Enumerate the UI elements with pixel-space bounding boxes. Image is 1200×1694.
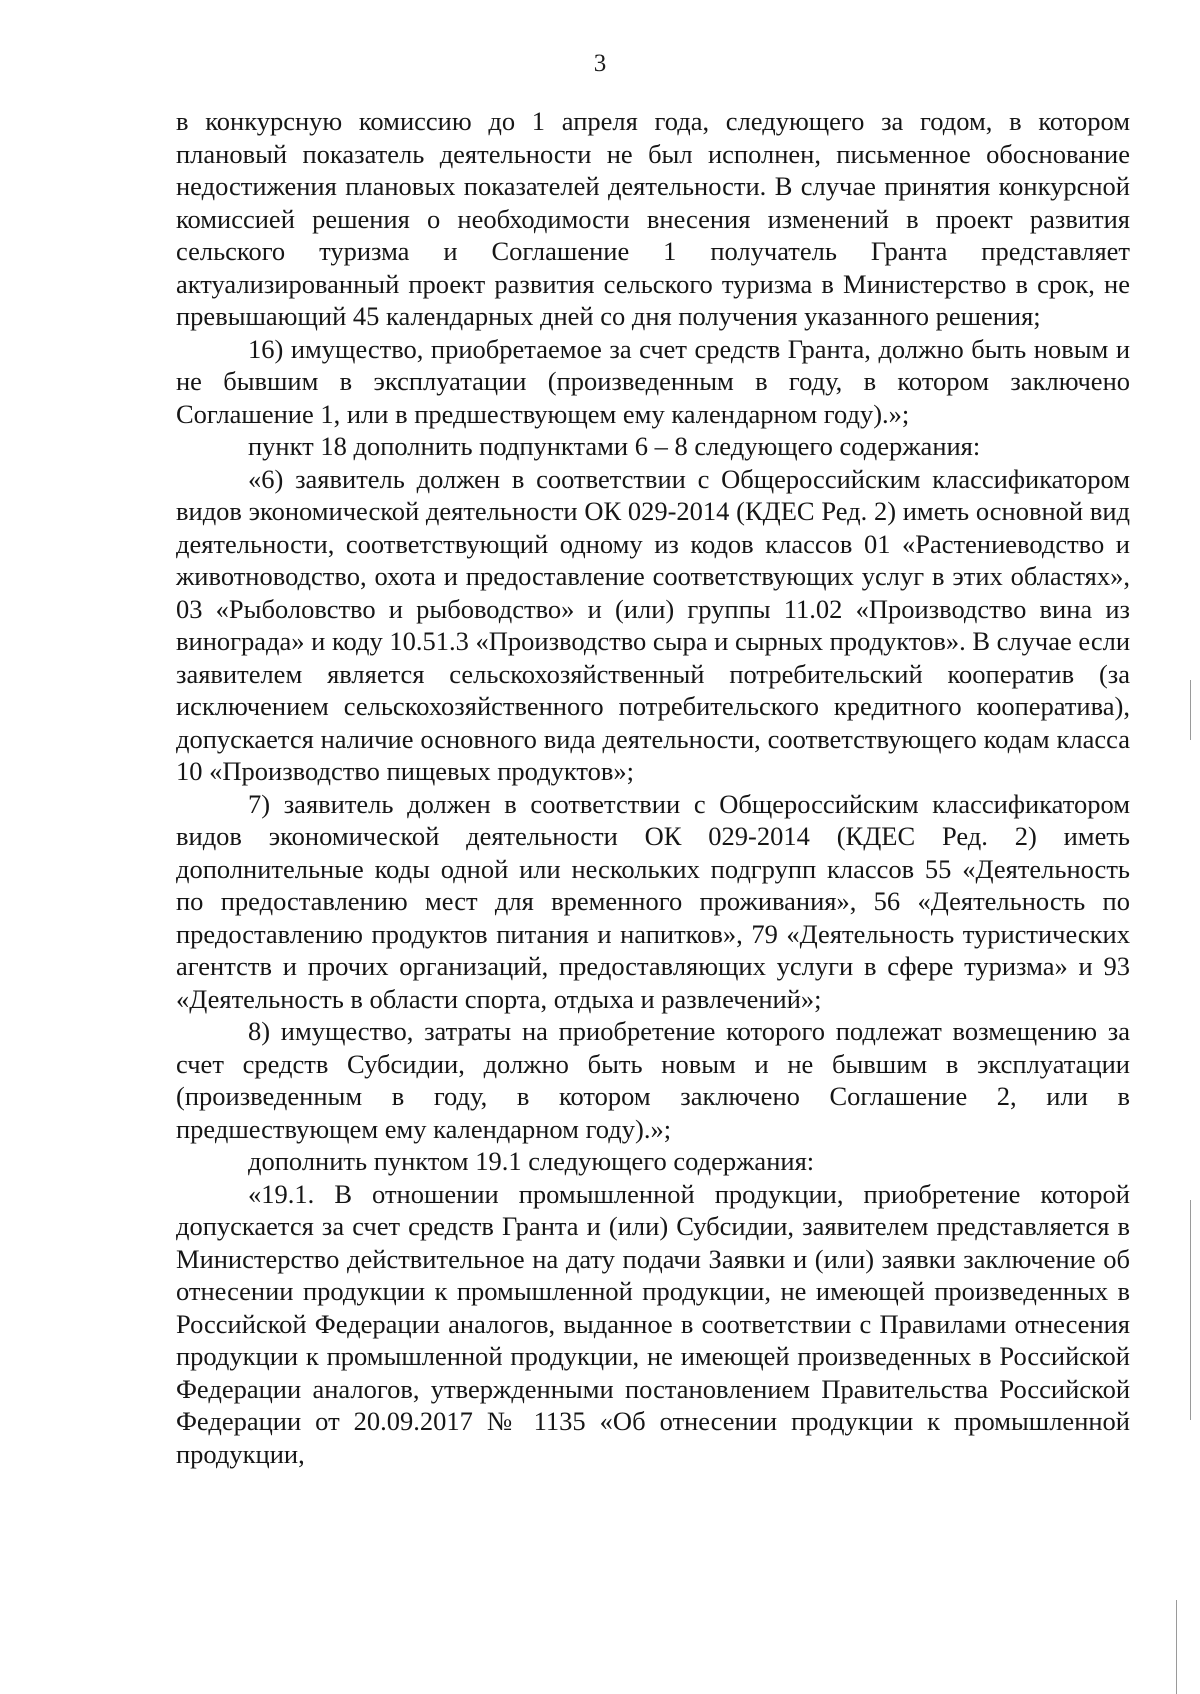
paragraph-continuation: в конкурсную комиссию до 1 апреля года, следующего за годом, в котором плановый показатель деятельности не был исполнен, письменное обоснование недостижения плановых показателей деятельности. В случае принятия конкурсной комиссией решения о необходимости внесения изменений в проект развития сельского туризма и Соглашение 1 получатель Гранта представляет актуализированный проект развития сельского туризма в Министерство в срок, не превышающий 45 календарных дней со дня получения указанного решения; — [176, 106, 1130, 331]
scan-artifact-line — [1190, 680, 1191, 740]
scan-artifact-line — [1176, 1600, 1177, 1694]
page-number: 3 — [593, 50, 607, 77]
paragraph-item-7: 7) заявитель должен в соответствии с Общероссийским классификатором видов экономической деятельности ОК 029-2014 (КДЕС Ред. 2) иметь дополнительные коды одной или нескольких подгрупп классов 55 «Деятельность по предоставлению мест для временного проживания», 56 «Деятельность по предоставлению продуктов питания и напитков», 79 «Деятельность туристических агентств и прочих организаций, предоставляющих услуги в сфере туризма» и 93 «Деятельность в области спорта, отдыха и развлечений»; — [176, 788, 1130, 1014]
paragraph-point-19-1: «19.1. В отношении промышленной продукции, приобретение которой допускается за счет средств Гранта и (или) Субсидии, заявителем представляется в Министерство действительное на дату подачи Заявки и (или) заявки заключение об отнесении продукции к промышленной продукции, не имеющей произведенных в Российской Федерации аналогов, выданное в соответствии с Правилами отнесения продукции к промышленной продукции, не имеющей произведенных в Российской Федерации аналогов, утвержденными постановлением Правительства Российской Федерации от 20.09.2017 № 1135 «Об отнесении продукции к промышленной продукции, — [176, 1178, 1130, 1469]
paragraph-amend-point-18: пункт 18 дополнить подпунктами 6 – 8 следующего содержания: — [248, 431, 981, 461]
paragraph-item-8: 8) имущество, затраты на приобретение которого подлежат возмещению за счет средств Субсидии, должно быть новым и не бывшим в эксплуатации (произведенным в году, в котором заключено Соглашение 2, или в предшествующем ему календарном году).»; — [176, 1016, 1130, 1144]
scan-artifact-line — [1190, 1200, 1191, 1420]
document-body — [176, 105, 1130, 1470]
paragraph-item-16: 16) имущество, приобретаемое за счет средств Гранта, должно быть новым и не бывшим в эксплуатации (произведенным в году, в котором заключено Соглашение 1, или в предшествующем ему календарном году).»; — [176, 333, 1130, 429]
paragraph-add-point-19-1: дополнить пунктом 19.1 следующего содержания: — [248, 1146, 815, 1176]
paragraph-item-6: «6) заявитель должен в соответствии с Общероссийским классификатором видов экономической деятельности ОК 029-2014 (КДЕС Ред. 2) иметь основной вид деятельности, соответствующий одному из кодов классов 01 «Растениеводство и животноводство, охота и предоставление соответствующих услуг в этих областях», 03 «Рыболовство и рыбоводство» и (или) группы 11.02 «Производство вина из винограда» и коду 10.51.3 «Производство сыра и сырных продуктов». В случае если заявителем является сельскохозяйственный потребительский кооператив (за исключением сельскохозяйственного потребительского кредитного кооператива), допускается наличие основного вида деятельности, соответствующего кодам класса 10 «Производство пищевых продуктов»; — [176, 463, 1130, 786]
